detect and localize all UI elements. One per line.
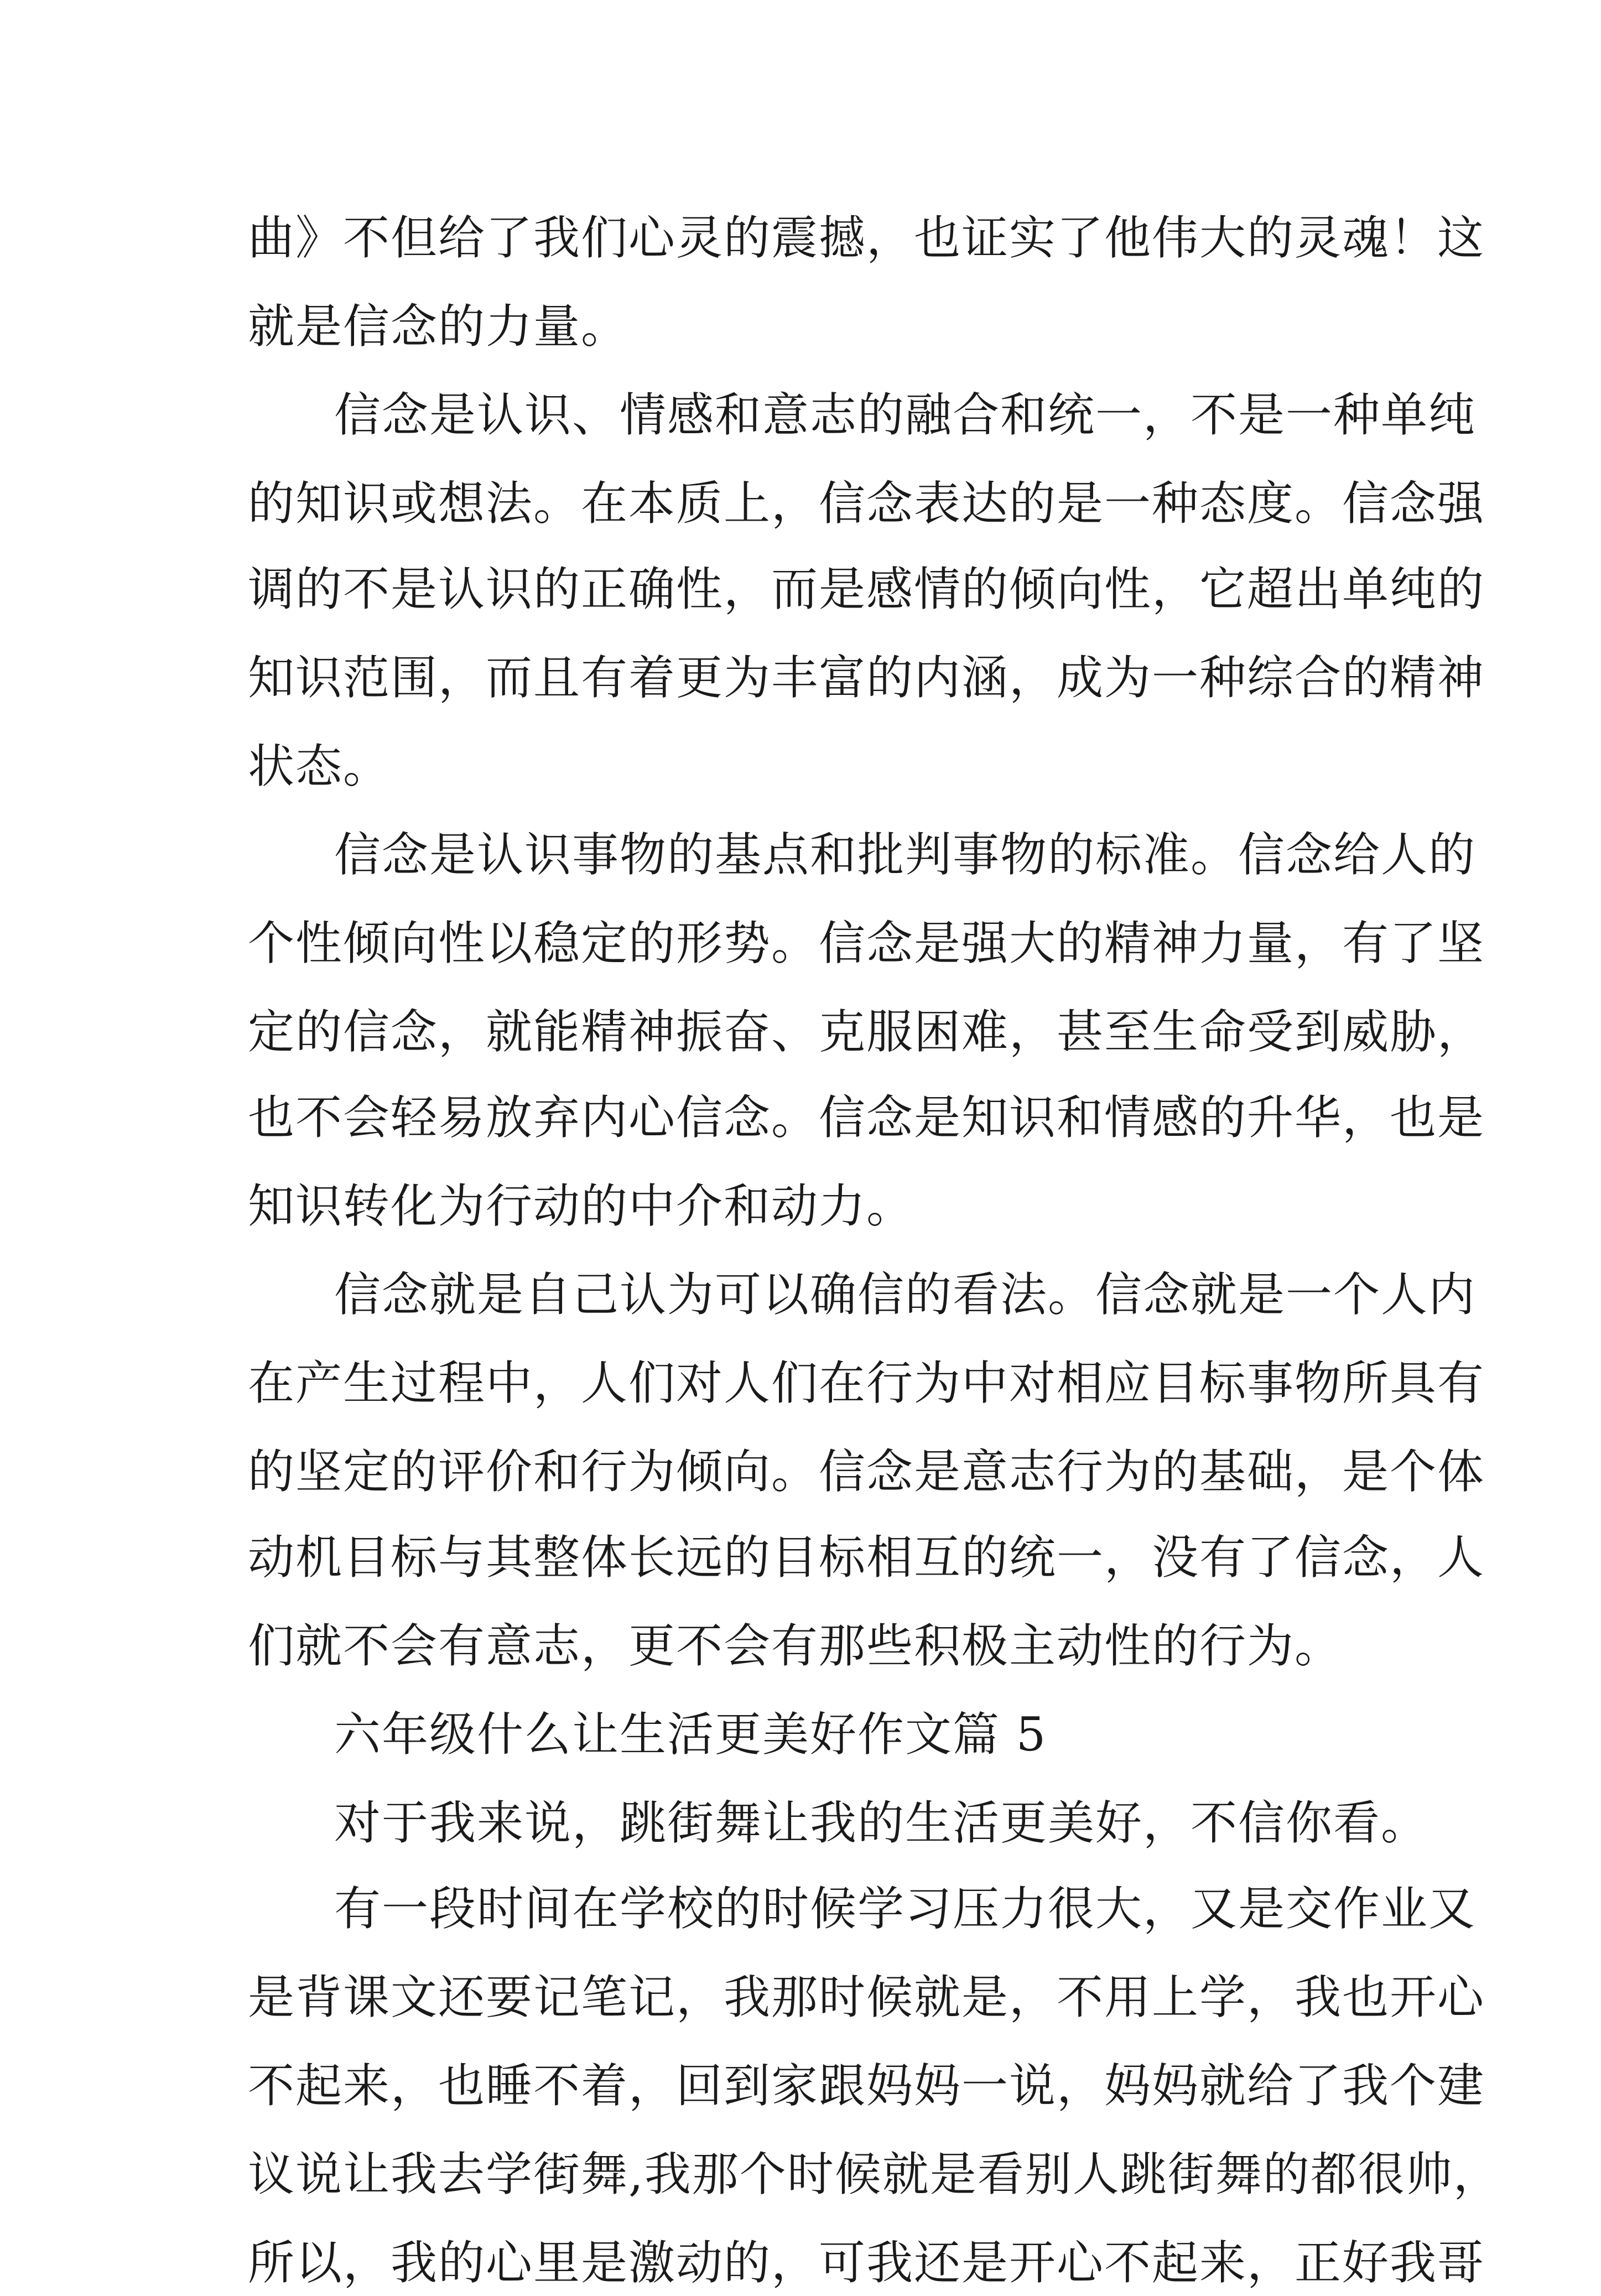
text-line: 的知识或想法。在本质上，信念表达的是一种态度。信念强 — [248, 476, 1485, 531]
paragraph-start: 信念是认识、情感和意志的融合和统一，不是一种单纯 — [334, 388, 1477, 442]
text-line: 在产生过程中，人们对人们在行为中对相应目标事物所具有 — [248, 1356, 1485, 1410]
text-line: 个性倾向性以稳定的形势。信念是强大的精神力量，有了坚 — [248, 916, 1485, 970]
text-line: 们就不会有意志，更不会有那些积极主动性的行为。 — [248, 1619, 1343, 1673]
text-line: 是背课文还要记笔记，我那时候就是，不用上学，我也开心 — [248, 1970, 1485, 2024]
text-line: 动机目标与其整体长远的目标相互的统一，没有了信念，人 — [248, 1530, 1485, 1585]
paragraph-start: 信念就是自己认为可以确信的看法。信念就是一个人内 — [334, 1268, 1477, 1322]
text-line: 调的不是认识的正确性，而是感情的倾向性，它超出单纯的 — [248, 562, 1485, 616]
text-line: 状态。 — [248, 739, 391, 793]
paragraph-start: 信念是认识事物的基点和批判事物的标准。信念给人的 — [334, 828, 1477, 882]
text-line: 知识转化为行动的中介和动力。 — [248, 1179, 914, 1233]
text-line: 所以，我的心里是激动的，可我还是开心不起来，正好我哥 — [248, 2236, 1485, 2290]
text-line: 曲》不但给了我们心灵的震撼，也证实了他伟大的灵魂！这 — [248, 211, 1485, 265]
text-line: 就是信念的力量。 — [248, 299, 629, 354]
paragraph-start: 有一段时间在学校的时候学习压力很大，又是交作业又 — [334, 1882, 1477, 1936]
text-line: 不起来，也睡不着，回到家跟妈妈一说，妈妈就给了我个建 — [248, 2059, 1485, 2113]
text-line: 定的信念，就能精神振奋、克服困难，甚至生命受到威胁， — [248, 1005, 1485, 1059]
text-line: 议说让我去学街舞,我那个时候就是看别人跳街舞的都很帅， — [248, 2147, 1501, 2201]
text-line: 也不会轻易放弃内心信念。信念是知识和情感的升华，也是 — [248, 1090, 1485, 1145]
section-heading: 六年级什么让生活更美好作文篇 5 — [334, 1707, 1047, 1762]
text-line: 的坚定的评价和行为倾向。信念是意志行为的基础，是个体 — [248, 1445, 1485, 1499]
paragraph-start: 对于我来说，跳街舞让我的生活更美好，不信你看。 — [334, 1796, 1429, 1850]
text-line: 知识范围，而且有着更为丰富的内涵，成为一种综合的精神 — [248, 651, 1485, 705]
